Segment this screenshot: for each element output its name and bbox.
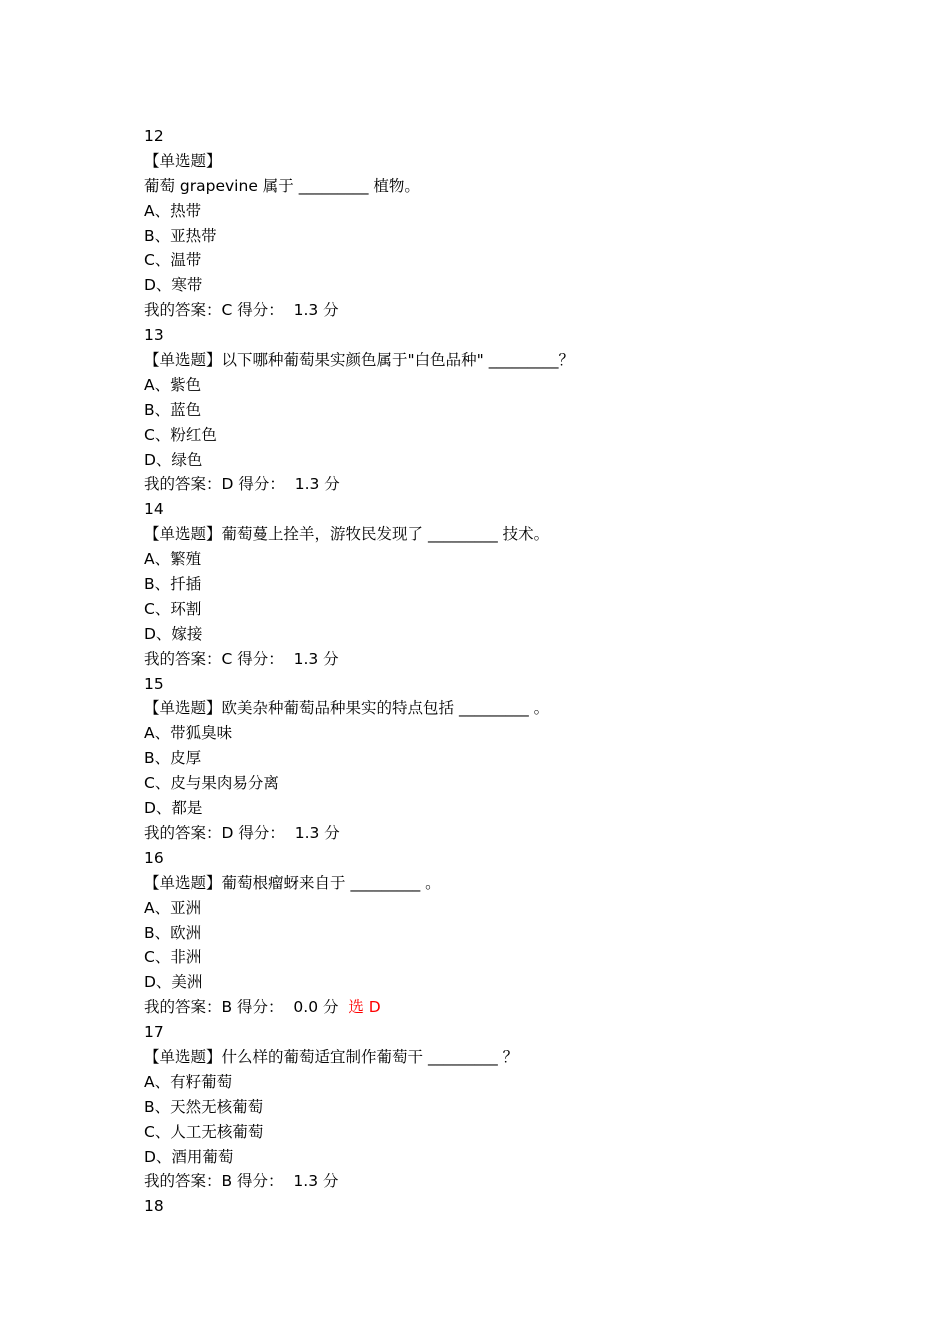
question-12: [144, 124, 904, 323]
option-a: A、带狐臭味: [144, 724, 233, 743]
my-answer: 我的答案：D 得分： 1.3 分: [144, 823, 340, 842]
option-d: D、绿色: [144, 450, 203, 469]
option-d: D、寒带: [144, 276, 203, 295]
question-stem: 葡萄蔓上拴羊，游牧民发现了 _________ 技术。: [221, 525, 550, 544]
question-type: 【单选题】: [144, 151, 222, 170]
option-c: C、人工无核葡萄: [144, 1122, 264, 1141]
question-header: [144, 871, 904, 896]
correction-note: 选 D: [348, 998, 381, 1017]
question-13: [144, 323, 904, 497]
question-number: 17: [144, 1023, 164, 1042]
question-number: 14: [144, 500, 164, 519]
option-a: A、紫色: [144, 375, 202, 394]
option-b: B、亚热带: [144, 226, 217, 245]
question-type: 【单选题】: [144, 525, 222, 544]
option-a: A、热带: [144, 201, 202, 220]
option-b: B、蓝色: [144, 400, 202, 419]
question-number: 12: [144, 127, 164, 145]
option-d: D、都是: [144, 799, 203, 818]
question-number: 18: [144, 1197, 164, 1216]
option-c: C、环割: [144, 599, 202, 618]
question-stem: 什么样的葡萄适宜制作葡萄干 _________ ？: [221, 1047, 519, 1066]
question-number: 15: [144, 674, 164, 693]
option-a: A、亚洲: [144, 898, 202, 917]
question-number: 16: [144, 848, 164, 867]
question-17: [144, 1020, 904, 1194]
question-type: 【单选题】: [144, 351, 222, 370]
option-b: B、欧洲: [144, 923, 202, 942]
question-type: 【单选题】: [144, 873, 222, 892]
question-type: 【单选题】: [144, 1047, 222, 1066]
my-answer: 我的答案：C 得分： 1.3 分: [144, 649, 339, 668]
my-answer: 我的答案：C 得分： 1.3 分: [144, 301, 339, 320]
question-stem: 以下哪种葡萄果实颜色属于"白色品种" _________？: [221, 351, 574, 370]
option-c: C、温带: [144, 251, 202, 270]
question-16: [144, 846, 904, 1020]
my-answer: 我的答案：B 得分： 0.0 分: [144, 998, 339, 1017]
option-c: C、粉红色: [144, 425, 217, 444]
option-d: D、美洲: [144, 973, 203, 992]
my-answer: 我的答案：B 得分： 1.3 分: [144, 1172, 339, 1191]
question-header: [144, 1045, 904, 1070]
question-header: [144, 348, 904, 373]
option-c: C、非洲: [144, 948, 202, 967]
question-header: [144, 522, 904, 547]
option-b: B、天然无核葡萄: [144, 1097, 264, 1116]
question-stem: 葡萄 grapevine 属于 _________ 植物。: [144, 176, 420, 195]
question-number: 13: [144, 326, 164, 345]
question-type: 【单选题】: [144, 699, 222, 718]
option-a: A、繁殖: [144, 550, 202, 569]
question-stem: 葡萄根瘤蚜来自于 _________ 。: [221, 873, 441, 892]
option-b: B、皮厚: [144, 749, 202, 768]
question-15: [144, 672, 904, 846]
document-page: [144, 124, 904, 1219]
option-a: A、有籽葡萄: [144, 1072, 233, 1091]
my-answer: 我的答案：D 得分： 1.3 分: [144, 475, 340, 494]
my-answer-row: [144, 995, 904, 1020]
option-b: B、扦插: [144, 575, 202, 594]
option-c: C、皮与果肉易分离: [144, 774, 279, 793]
option-d: D、嫁接: [144, 624, 203, 643]
option-d: D、酒用葡萄: [144, 1147, 234, 1166]
question-header: [144, 696, 904, 721]
question-stem: 欧美杂种葡萄品种果实的特点包括 _________ 。: [221, 699, 550, 718]
question-14: [144, 497, 904, 671]
